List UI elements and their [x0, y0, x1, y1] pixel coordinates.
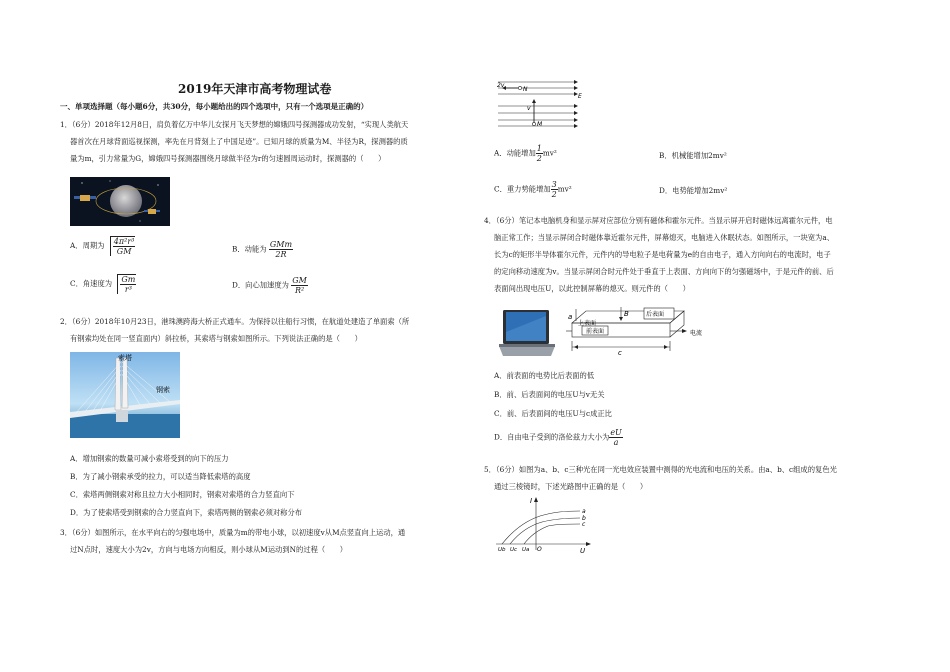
q3-a-numerator: 1	[536, 144, 542, 153]
label-m: M	[537, 121, 543, 128]
q4-line: 长为c的矩形半导体霍尔元件，元件内的导电粒子是电荷量为e的自由电子，通入方向向右的电流时，电子	[494, 250, 831, 259]
q3-option-a	[494, 144, 557, 163]
q2-line: 2．（6分）2018年10月23日，港珠澳跨海大桥正式通车。为保持以往船行习惯，在航道处建造了单面索（所	[60, 317, 410, 326]
q3-c-denominator: 2	[551, 190, 557, 199]
question-4	[484, 215, 904, 294]
q4-option-d	[494, 428, 623, 447]
label-2v: 2v	[497, 82, 505, 89]
q3-option-a-label: A．动能增加	[494, 148, 536, 158]
label-top-surface: 上表面	[578, 320, 597, 327]
q1-b-denominator: 2R	[275, 250, 287, 259]
label-b: B	[624, 310, 629, 318]
q1-d-denominator: R²	[294, 286, 305, 295]
label-v: v	[527, 105, 531, 112]
q3-option-a-tail: mv²	[542, 148, 557, 158]
moon-probe-image	[70, 177, 170, 226]
photoelectric-iu-graph	[494, 494, 594, 556]
label-curve-a: a	[582, 508, 586, 515]
question-5	[484, 464, 904, 492]
q2-option-d: D．为了使索塔受到钢索的合力竖直向下，索塔两侧的钢索必须对称分布	[70, 508, 303, 517]
q4-d-numerator: eU	[610, 428, 622, 437]
bridge-image	[70, 352, 180, 438]
q1-d-numerator: GM	[292, 276, 307, 285]
label-ub: Ub	[498, 547, 506, 553]
q1-option-c-label: C．角速度为	[70, 279, 113, 288]
question-2	[60, 316, 460, 344]
cable-label: 钢索	[156, 386, 170, 394]
q3-option-d: D．电势能增加2mv²	[659, 186, 728, 195]
q1-line: 量为m，引力常量为G，嫦娥四号探测器围绕月球做半径为r的匀速圆周运动时，探测器的（ ）	[70, 154, 386, 163]
label-curve-c: c	[582, 521, 586, 528]
q1-option-b-label: B．动能为	[232, 244, 267, 254]
q3-option-c-tail: mv²	[557, 184, 572, 194]
q1-option-b	[232, 240, 293, 259]
page-title: 2019年天津市高考物理试卷	[178, 82, 332, 96]
label-e: E	[578, 93, 582, 100]
label-curve-b: b	[582, 515, 586, 522]
q5-line: 5．（6分）如图为a、b、c三种光在同一光电效应装置中测得的光电流和电压的关系。由a、b、c组成的复色光	[484, 465, 837, 474]
label-i: I	[530, 497, 533, 505]
q1-option-d-label: D．向心加速度为	[232, 280, 289, 290]
q1-option-a-label: A．周期为	[70, 241, 105, 250]
q4-option-b: B．前、后表面间的电压U与v无关	[494, 390, 605, 399]
q2-option-a: A．增加钢索的数量可减小索塔受到的向下的压力	[70, 454, 229, 463]
q1-line: 器首次在月球背面巡视探测，率先在月背刻上了中国足迹”。已知月球的质量为M、半径为R，探测器的质	[70, 137, 408, 146]
q4-line: 脑正常工作；当显示屏闭合时磁体靠近霍尔元件，屏幕熄灭，电脑进入休眠状态。如图所示，一块宽为a、	[494, 233, 835, 242]
q1-option-c	[70, 274, 136, 294]
sqrt-sign	[117, 274, 136, 294]
q3-option-c	[494, 180, 572, 199]
question-1	[60, 119, 460, 164]
label-n: N	[523, 86, 528, 93]
label-front-surface: 前表面	[586, 328, 605, 335]
q2-option-b: B．为了减小钢索承受的拉力，可以适当降低索塔的高度	[70, 472, 251, 481]
q1-a-numerator: 4π²r³	[113, 237, 135, 246]
laptop-image	[497, 308, 557, 360]
q3-a-denominator: 2	[536, 154, 542, 163]
q1-c-denominator: r³	[124, 285, 132, 294]
question-3	[60, 527, 460, 555]
hall-element-figure	[566, 305, 716, 363]
q4-option-d-label: D．自由电子受到的洛伦兹力大小为	[494, 432, 610, 442]
q1-option-a	[70, 236, 135, 256]
q1-c-numerator: Gm	[121, 275, 136, 284]
label-c: c	[618, 349, 622, 357]
label-o: O	[537, 546, 542, 553]
q4-line: 的定向移动速度为v。当显示屏闭合时元件处于垂直于上表面、方向向下的匀强磁场中，于是元件的前、后	[494, 267, 834, 276]
q1-b-numerator: GMm	[269, 240, 293, 249]
label-current: 电流	[690, 330, 703, 337]
sqrt-sign	[110, 236, 136, 256]
q3-line: 过N点时，速度大小为2v，方向与电场方向相反，则小球从M运动到N的过程（ ）	[70, 545, 348, 554]
label-a: a	[568, 313, 573, 321]
electric-field-figure	[494, 80, 584, 130]
label-ua: Ua	[522, 547, 530, 553]
q4-line: 4．（6分）笔记本电脑机身和显示屏对应部位分别有磁体和霍尔元件。当显示屏开启时磁体远离霍尔元件，电	[484, 216, 833, 225]
q3-c-numerator: 3	[551, 180, 557, 189]
label-back-surface: 后表面	[646, 311, 665, 318]
q3-option-b: B．机械能增加2mv²	[659, 151, 727, 160]
q4-option-a: A．前表面的电势比后表面的低	[494, 371, 595, 380]
q2-options	[70, 453, 302, 518]
label-u: U	[580, 547, 586, 555]
q4-d-denominator: a	[613, 438, 619, 447]
q4-line: 表面间出现电压U，以此控制屏幕的熄灭。则元件的（ ）	[494, 284, 690, 293]
q3-option-c-label: C．重力势能增加	[494, 184, 551, 194]
q1-option-d	[232, 276, 308, 295]
q2-option-c: C．索塔两侧钢索对称且拉力大小相同时，钢索对索塔的合力竖直向下	[70, 490, 295, 499]
q3-line: 3．（6分）如图所示，在水平向右的匀强电场中，质量为m的带电小球，以初速度v从M点竖直向上运动，通	[60, 528, 406, 537]
q4-options	[494, 370, 612, 419]
q2-line: 有钢索均处在同一竖直面内）斜拉桥，其索塔与钢索如图所示。下列说法正确的是（ ）	[70, 334, 362, 343]
q1-line: 1．（6分）2018年12月8日，肩负着亿万中华儿女探月飞天梦想的嫦娥四号探测器成功发射，“实现人类航天	[60, 120, 409, 129]
tower-label: 索塔	[118, 354, 132, 362]
label-uc: Uc	[510, 547, 518, 553]
q4-option-c: C．前、后表面间的电压U与c成正比	[494, 409, 612, 418]
q5-line: 通过三棱镜时，下述光路图中正确的是（ ）	[494, 482, 648, 491]
q1-a-denominator: GM	[116, 247, 132, 256]
section-heading: 一、单项选择题（每小题6分，共30分，每小题给出的四个选项中，只有一个选项是正确的）	[60, 102, 369, 111]
